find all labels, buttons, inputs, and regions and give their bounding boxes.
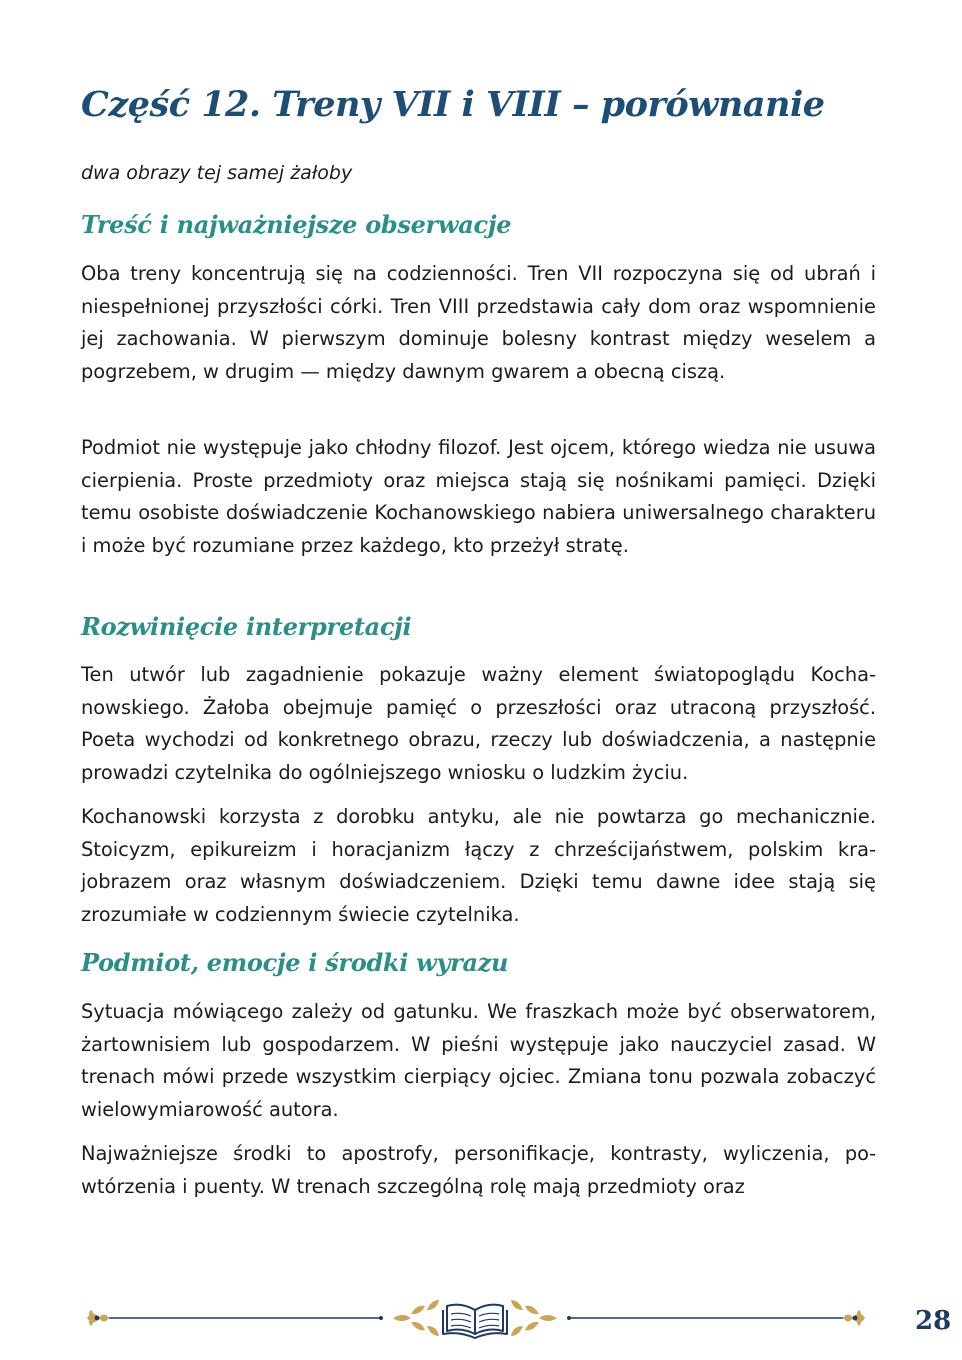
page-number: 28: [915, 1306, 952, 1336]
paragraph: Kochanowski korzysta z dorobku antyku, ale nie powtarza go mechanicznie. Stoicyzm, epikureizm i horacjanizm łączy z chrześcijaństwem, polskim krajobrazem oraz własnym doświadczeniem. Dzięki temu dawne idee stają się zrozumiałe w codziennym świecie czytelnika.: [81, 805, 876, 926]
section-heading: Rozwinięcie interpretacji: [81, 612, 412, 641]
book-icon: [443, 1305, 507, 1338]
section-heading: Treść i najważniejsze obserwacje: [81, 210, 512, 239]
section-heading: Podmiot, emocje i środki wyrazu: [81, 948, 509, 977]
page-subtitle: dwa obrazy tej samej żałoby: [81, 162, 353, 184]
fleuron-icon: [81, 1296, 871, 1340]
paragraph: Najważniejsze środki to apostrofy, personifikacje, kontrasty, wyliczenia, powtórzenia i puenty. W trenach szczególną rolę mają przedmioty oraz: [81, 1142, 876, 1198]
laurel-icon: [393, 1300, 439, 1336]
footer-ornament: [81, 1296, 871, 1340]
paragraph: Podmiot nie występuje jako chłodny filozof. Jest ojcem, którego wiedza nie usuwa cierpienia. Proste przedmioty oraz miejsca stają się nośnikami pamięci. Dzięki temu osobiste doświadczenie Kochanowskiego nabiera uniwersalnego charakteru i może być rozumiane przez każdego, kto przeżył stratę.: [81, 436, 876, 557]
paragraph: Oba treny koncentrują się na codzienności. Tren VII rozpoczyna się od ubrań i niespełnionej przyszłości córki. Tren VIII przedstawia cały dom oraz wspomnienie jej zachowania. W pierwszym dominuje bolesny kontrast między weselem a pogrzebem, w drugim — między dawnym gwarem a obecną ciszą.: [81, 262, 876, 383]
paragraph: Sytuacja mówiącego zależy od gatunku. We fraszkach może być obserwatorem, żartownisiem lub gospodarzem. W pieśni występuje jako nauczyciel zasad. W trenach mówi przede wszystkim cierpiący ojciec. Zmiana tonu pozwala zobaczyć wielowymiarowość autora.: [81, 1000, 876, 1121]
paragraph: Ten utwór lub zagadnienie pokazuje ważny element światopoglądu Kochanowskiego. Żałoba obejmuje pamięć o przeszłości oraz utraconą przyszłość. Poeta wychodzi od konkretnego obrazu, rzeczy lub doświadczenia, a następnie prowadzi czytelnika do ogólniejszego wniosku o ludzkim życiu.: [81, 663, 876, 784]
page-title: Część 12. Treny VII i VIII – porównanie: [81, 84, 825, 125]
